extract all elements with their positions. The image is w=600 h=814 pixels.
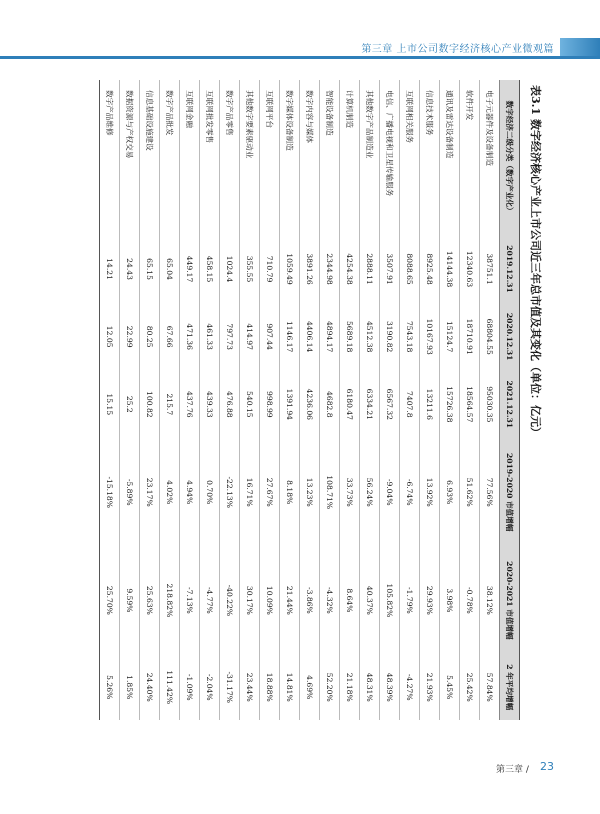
- category-cell: 其他数字要素驱动业: [240, 80, 260, 235]
- value-cell: 6180.47: [340, 371, 360, 439]
- value-cell: 215.7: [160, 371, 180, 439]
- value-cell: 1.85%: [120, 654, 140, 720]
- category-cell: 互联网批发零售: [200, 80, 220, 235]
- value-cell: 12340.63: [460, 235, 480, 303]
- value-cell: -3.86%: [300, 546, 320, 654]
- value-cell: 21.93%: [420, 654, 440, 720]
- category-cell: 电信、广播电视和卫星传输服务: [380, 80, 400, 235]
- value-cell: 23.44%: [240, 654, 260, 720]
- value-cell: 108.71%: [320, 438, 340, 546]
- value-cell: 3507.91: [380, 235, 400, 303]
- value-cell: 14144.38: [440, 235, 460, 303]
- value-cell: 77.56%: [480, 438, 500, 546]
- value-cell: 907.44: [260, 303, 280, 371]
- table-row: [100, 80, 120, 720]
- category-cell: 软件开发: [460, 80, 480, 235]
- value-cell: 439.33: [200, 371, 220, 439]
- header-rule: [0, 56, 600, 59]
- column-header: 2019.12.31: [500, 235, 520, 303]
- value-cell: 18564.57: [460, 371, 480, 439]
- value-cell: 38.12%: [480, 546, 500, 654]
- column-header: 2020-2021 市值增幅: [500, 546, 520, 654]
- value-cell: -6.74%: [400, 438, 420, 546]
- table-header-row: [500, 80, 520, 720]
- value-cell: 95030.35: [480, 371, 500, 439]
- value-cell: -0.78%: [460, 546, 480, 654]
- value-cell: 10167.93: [420, 303, 440, 371]
- category-cell: 电子元器件及设备制造: [480, 80, 500, 235]
- value-cell: 56.24%: [360, 438, 380, 546]
- value-cell: 30.17%: [240, 546, 260, 654]
- value-cell: 14.81%: [280, 654, 300, 720]
- table-row: [160, 80, 180, 720]
- value-cell: 4512.38: [360, 303, 380, 371]
- value-cell: 449.17: [180, 235, 200, 303]
- value-cell: 3190.82: [380, 303, 400, 371]
- value-cell: -2.04%: [200, 654, 220, 720]
- page-number: 23: [540, 760, 554, 773]
- category-cell: 信息基础设施建设: [140, 80, 160, 235]
- value-cell: 15124.7: [440, 303, 460, 371]
- value-cell: 4.02%: [160, 438, 180, 546]
- value-cell: -31.17%: [220, 654, 240, 720]
- value-cell: 105.82%: [380, 546, 400, 654]
- value-cell: 8.18%: [280, 438, 300, 546]
- value-cell: 7407.8: [400, 371, 420, 439]
- table-row: [360, 80, 380, 720]
- value-cell: 218.82%: [160, 546, 180, 654]
- value-cell: 6567.32: [380, 371, 400, 439]
- value-cell: -9.04%: [380, 438, 400, 546]
- value-cell: 9.59%: [120, 546, 140, 654]
- column-header: 2019-2020 市值增幅: [500, 438, 520, 546]
- value-cell: 111.42%: [160, 654, 180, 720]
- table-row: [260, 80, 280, 720]
- table-row: [480, 80, 500, 720]
- value-cell: -4.32%: [320, 546, 340, 654]
- value-cell: 13.23%: [300, 438, 320, 546]
- table-row: [380, 80, 400, 720]
- value-cell: 27.67%: [260, 438, 280, 546]
- value-cell: 414.97: [240, 303, 260, 371]
- table-row: [440, 80, 460, 720]
- column-header: 2021.12.31: [500, 371, 520, 439]
- category-cell: 数字产品维修: [100, 80, 120, 235]
- table-body: [100, 80, 500, 720]
- value-cell: 33.73%: [340, 438, 360, 546]
- value-cell: 355.55: [240, 235, 260, 303]
- value-cell: 1059.49: [280, 235, 300, 303]
- value-cell: -4.27%: [400, 654, 420, 720]
- category-cell: 互联网平台: [260, 80, 280, 235]
- value-cell: 710.79: [260, 235, 280, 303]
- value-cell: 0.70%: [200, 438, 220, 546]
- chapter-title: 第三章 上市公司数字经济核心产业微观篇: [361, 44, 554, 55]
- table-row: [460, 80, 480, 720]
- value-cell: 80.25: [140, 303, 160, 371]
- value-cell: 15726.38: [440, 371, 460, 439]
- value-cell: -15.18%: [100, 438, 120, 546]
- value-cell: 8925.48: [420, 235, 440, 303]
- value-cell: 22.99: [120, 303, 140, 371]
- table-row: [220, 80, 240, 720]
- footer-chapter-label: 第三章 /: [496, 765, 529, 775]
- value-cell: 24.43: [120, 235, 140, 303]
- value-cell: 4894.17: [320, 303, 340, 371]
- value-cell: 21.18%: [340, 654, 360, 720]
- category-cell: 数字产品零售: [220, 80, 240, 235]
- value-cell: 21.44%: [280, 546, 300, 654]
- value-cell: -1.79%: [400, 546, 420, 654]
- value-cell: 7543.18: [400, 303, 420, 371]
- value-cell: 10.09%: [260, 546, 280, 654]
- value-cell: 540.15: [240, 371, 260, 439]
- table-row: [180, 80, 200, 720]
- category-cell: 数据资源与产权交易: [120, 80, 140, 235]
- value-cell: 1024.4: [220, 235, 240, 303]
- value-cell: 16.71%: [240, 438, 260, 546]
- table-row: [120, 80, 140, 720]
- value-cell: 4254.38: [340, 235, 360, 303]
- category-cell: 数字内容与媒体: [300, 80, 320, 235]
- value-cell: 100.82: [140, 371, 160, 439]
- value-cell: 998.99: [260, 371, 280, 439]
- value-cell: 5.26%: [100, 654, 120, 720]
- value-cell: 8.64%: [340, 546, 360, 654]
- value-cell: 23.17%: [140, 438, 160, 546]
- value-cell: 8088.65: [400, 235, 420, 303]
- value-cell: 13211.6: [420, 371, 440, 439]
- value-cell: -5.89%: [120, 438, 140, 546]
- value-cell: 3.98%: [440, 546, 460, 654]
- value-cell: 18.88%: [260, 654, 280, 720]
- column-header: 数字经济二级分类（数字产业化）: [500, 80, 520, 235]
- table-caption: 表3.1 数字经济核心产业上市公司近三年总市值及其变化（单位：亿元）: [529, 85, 542, 438]
- value-cell: 6334.21: [360, 371, 380, 439]
- value-cell: 4406.14: [300, 303, 320, 371]
- value-cell: 12.05: [100, 303, 120, 371]
- value-cell: 57.84%: [480, 654, 500, 720]
- value-cell: 68804.55: [480, 303, 500, 371]
- value-cell: 65.04: [160, 235, 180, 303]
- value-cell: 25.42%: [460, 654, 480, 720]
- column-header: 2020.12.31: [500, 303, 520, 371]
- value-cell: 24.40%: [140, 654, 160, 720]
- value-cell: -7.13%: [180, 546, 200, 654]
- table-row: [320, 80, 340, 720]
- value-cell: 48.31%: [360, 654, 380, 720]
- value-cell: 18710.91: [460, 303, 480, 371]
- value-cell: 4682.8: [320, 371, 340, 439]
- header-accent-block: [560, 38, 600, 56]
- category-cell: 计算机制造: [340, 80, 360, 235]
- value-cell: 2344.98: [320, 235, 340, 303]
- category-cell: 智能设备制造: [320, 80, 340, 235]
- table-row: [140, 80, 160, 720]
- value-cell: 67.66: [160, 303, 180, 371]
- category-cell: 互联网相关服务: [400, 80, 420, 235]
- value-cell: 4.94%: [180, 438, 200, 546]
- value-cell: 48.39%: [380, 654, 400, 720]
- value-cell: 5689.18: [340, 303, 360, 371]
- value-cell: 458.15: [200, 235, 220, 303]
- table-row: [420, 80, 440, 720]
- value-cell: 40.37%: [360, 546, 380, 654]
- value-cell: 6.93%: [440, 438, 460, 546]
- value-cell: 797.73: [220, 303, 240, 371]
- market-value-table: [99, 80, 520, 720]
- value-cell: 25.63%: [140, 546, 160, 654]
- value-cell: 5.45%: [440, 654, 460, 720]
- value-cell: 52.20%: [320, 654, 340, 720]
- value-cell: 1391.94: [280, 371, 300, 439]
- page-header: [0, 0, 600, 62]
- value-cell: -40.22%: [220, 546, 240, 654]
- category-cell: 数字媒体设备制造: [280, 80, 300, 235]
- category-cell: 通讯及雷达设备制造: [440, 80, 460, 235]
- value-cell: 4236.06: [300, 371, 320, 439]
- table-row: [300, 80, 320, 720]
- table-row: [400, 80, 420, 720]
- category-cell: 数字产品批发: [160, 80, 180, 235]
- category-cell: 互联网金融: [180, 80, 200, 235]
- value-cell: 471.36: [180, 303, 200, 371]
- value-cell: 461.33: [200, 303, 220, 371]
- value-cell: 4.69%: [300, 654, 320, 720]
- category-cell: 信息技术服务: [420, 80, 440, 235]
- value-cell: 25.70%: [100, 546, 120, 654]
- value-cell: 38751.1: [480, 235, 500, 303]
- value-cell: 13.92%: [420, 438, 440, 546]
- value-cell: -1.09%: [180, 654, 200, 720]
- value-cell: -22.13%: [220, 438, 240, 546]
- value-cell: 437.76: [180, 371, 200, 439]
- value-cell: -4.77%: [200, 546, 220, 654]
- column-header: 2 年平均增幅: [500, 654, 520, 720]
- value-cell: 2888.11: [360, 235, 380, 303]
- table-row: [200, 80, 220, 720]
- value-cell: 29.93%: [420, 546, 440, 654]
- value-cell: 3891.26: [300, 235, 320, 303]
- value-cell: 51.62%: [460, 438, 480, 546]
- value-cell: 25.2: [120, 371, 140, 439]
- table-row: [280, 80, 300, 720]
- value-cell: 65.15: [140, 235, 160, 303]
- table-row: [240, 80, 260, 720]
- value-cell: 476.88: [220, 371, 240, 439]
- category-cell: 其他数字产品制造业: [360, 80, 380, 235]
- value-cell: 1146.17: [280, 303, 300, 371]
- value-cell: 15.15: [100, 371, 120, 439]
- value-cell: 14.21: [100, 235, 120, 303]
- rotated-table-region: [105, 85, 544, 711]
- table-row: [340, 80, 360, 720]
